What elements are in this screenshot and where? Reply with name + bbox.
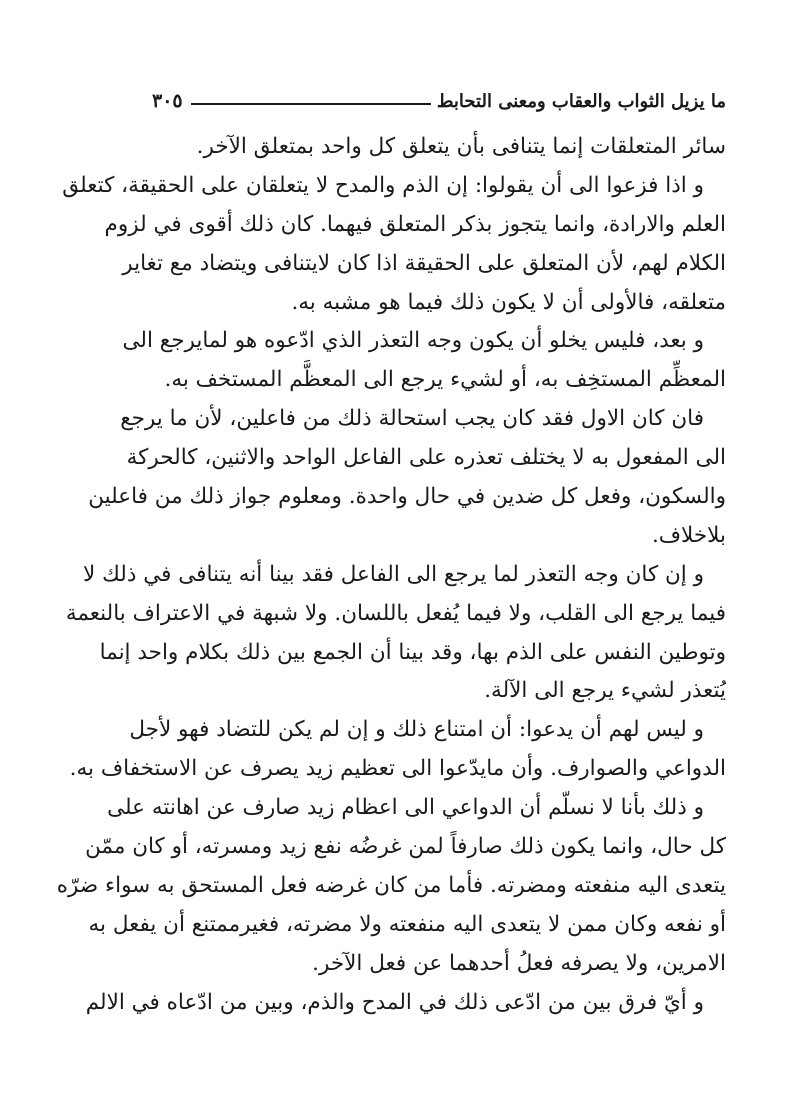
text-line: الكلام لهم، لأن المتعلق على الحقيقة اذا كان لايتنافى ويتضاد مع تغاير — [122, 250, 726, 276]
text-line: كل حال، وانما يكون ذلك صارفاً لمن غرضُه نفع زيد ومسرته، أو كان ممّن — [85, 834, 726, 860]
text-line: أو نفعه وكان ممن لا يتعدى اليه منفعته ولا مضرته، فغيرممتنع أن يفعل به — [88, 911, 726, 937]
text-line: و ذلك بأنا لا نسلّم أن الدواعي الى اعظام زيد صارف عن اهانته على — [107, 795, 704, 821]
text-line: سائر المتعلقات إنما يتنافى بأن يتعلق كل واحد بمتعلق الآخر. — [196, 134, 726, 159]
text-line: فان كان الاول فقد كان يجب استحالة ذلك من فاعلين، لأن ما يرجع — [120, 406, 704, 432]
running-header — [152, 86, 726, 116]
text-line: العلم والارادة، وانما يتجوز بذكر المتعلق فيهما. كان ذلك أقوى في لزوم — [104, 211, 726, 237]
text-line: والسكون، وفعل كل ضدين في حال واحدة. ومعلوم جواز ذلك من فاعلين — [88, 484, 726, 510]
text-line: و إن كان وجه التعذر لما يرجع الى الفاعل فقد بينا أنه يتنافى في ذلك لا — [83, 561, 704, 587]
text-line: بلاخلاف. — [651, 522, 726, 548]
text-line: و اذا فزعوا الى أن يقولوا: إن الذم والمدح لا يتعلقان على الحقيقة، كتعلق — [62, 172, 704, 198]
running-title: ما يزيل الثواب والعقاب ومعنى التحابط — [436, 90, 726, 112]
text-line: الامرين، ولا يصرفه فعلُ أحدهما عن فعل الآخر. — [312, 950, 726, 976]
body-text — [56, 128, 726, 1022]
text-line: المعظِّم المستخِف به، أو لشيء يرجع الى المعظَّم المستخف به. — [164, 367, 726, 393]
text-line: يتعدى اليه منفعته ومضرته. فأما من كان غرضه فعل المستحق به سواء ضرّه — [56, 872, 726, 898]
text-line: و ليس لهم أن يدعوا: أن امتناع ذلك و إن لم يكن للتضاد فهو لأجل — [129, 717, 704, 743]
header-rule — [191, 103, 431, 105]
text-line: فيما يرجع الى القلب، ولا فيما يُفعل باللسان. ولا شبهة في الاعتراف بالنعمة — [65, 600, 726, 626]
text-line: يُتعذر لشيء يرجع الى الآلة. — [484, 678, 726, 704]
text-line: الدواعي والصوارف. وأن مايدّعوا الى تعظيم زيد يصرف عن الاستخفاف به. — [69, 756, 726, 782]
text-line: و أيّ فرق بين من ادّعى ذلك في المدح والذم، وبين من ادّعاه في الالم — [85, 989, 704, 1015]
text-line: الى المفعول به لا يختلف تعذره على الفاعل الواحد والاثنين، كالحركة — [126, 445, 726, 471]
text-line: وتوطين النفس على الذم بها، وقد بينا أن الجمع بين ذلك بكلام واحد إنما — [99, 639, 726, 665]
text-line: و بعد، فليس يخلو أن يكون وجه التعذر الذي ادّعوه هو لمايرجع الى — [122, 328, 704, 354]
text-line: متعلقه، فالأولى أن لا يكون ذلك فيما هو مشبه به. — [291, 289, 726, 315]
page-number: ٣٠٥ — [152, 90, 183, 112]
